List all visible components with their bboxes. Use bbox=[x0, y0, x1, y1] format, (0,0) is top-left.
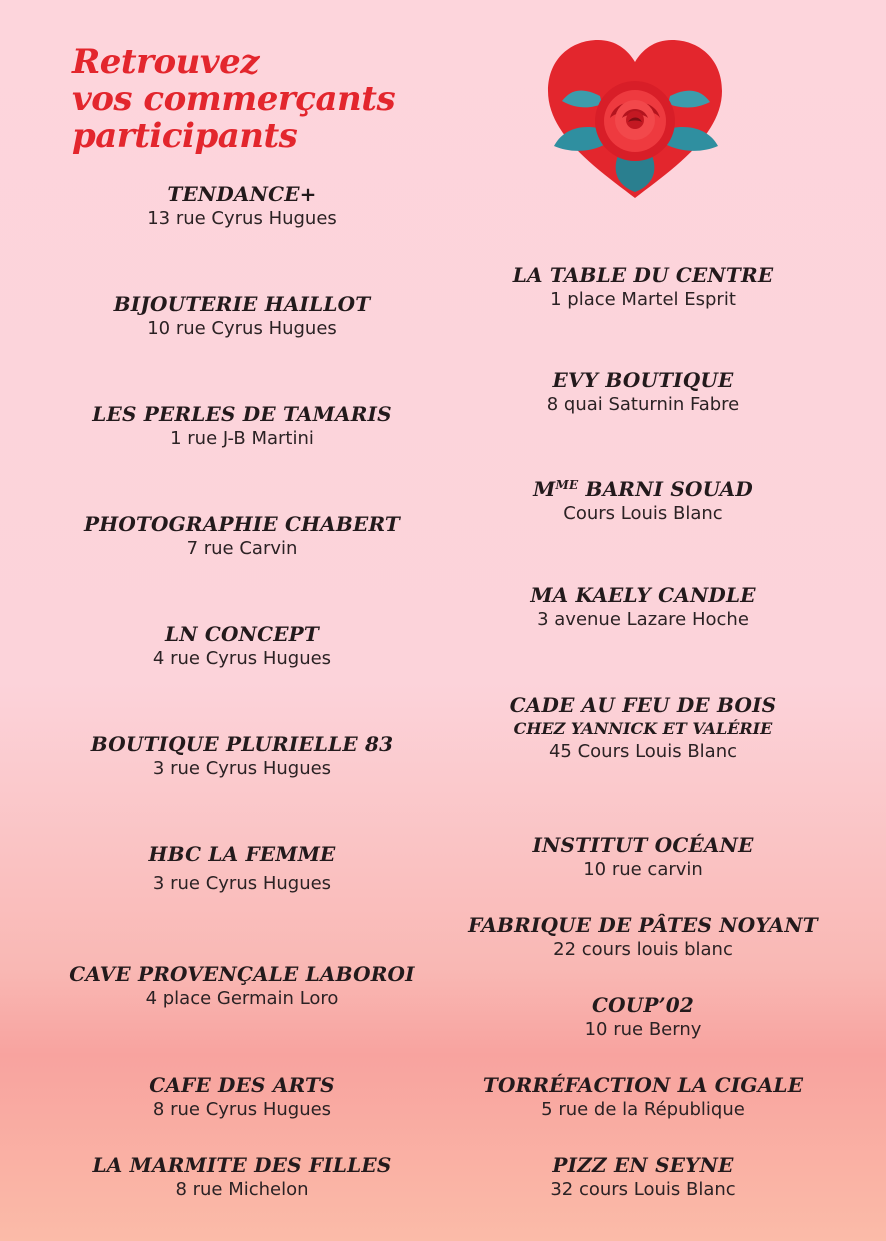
shop-name: PIZZ EN SEYNE bbox=[552, 1153, 734, 1177]
title-line-2: vos commerçants bbox=[72, 79, 396, 119]
shop-entry bbox=[42, 961, 442, 1011]
title-line-3: participants bbox=[72, 116, 298, 156]
heart-rose-icon bbox=[540, 36, 730, 204]
shop-entry bbox=[443, 992, 843, 1042]
shop-name: CAVE PROVENÇALE LABOROI bbox=[69, 962, 415, 986]
shop-address: Cours Louis Blanc bbox=[563, 503, 723, 524]
shop-address: 8 quai Saturnin Fabre bbox=[546, 394, 740, 415]
shop-address: 4 place Germain Loro bbox=[145, 988, 339, 1009]
shop-entry bbox=[443, 1152, 843, 1202]
page-title bbox=[72, 44, 395, 155]
title-line-1: Retrouvez bbox=[72, 42, 260, 82]
shop-name: PHOTOGRAPHIE CHABERT bbox=[83, 512, 400, 536]
shop-entry bbox=[443, 1072, 843, 1122]
shop-entry bbox=[42, 621, 442, 671]
shop-address: 10 rue carvin bbox=[583, 859, 703, 880]
shop-name: MA KAELY CANDLE bbox=[530, 583, 756, 607]
shop-address: 8 rue Cyrus Hugues bbox=[152, 1099, 332, 1120]
shop-name bbox=[443, 472, 843, 502]
shop-address: 10 rue Berny bbox=[584, 1019, 702, 1040]
shop-entry bbox=[42, 841, 442, 896]
shop-address: 8 rue Michelon bbox=[175, 1179, 309, 1200]
shop-entry bbox=[443, 912, 843, 962]
shop-name: CAFE DES ARTS bbox=[149, 1073, 335, 1097]
shop-name: LN CONCEPT bbox=[164, 622, 319, 646]
shop-entry bbox=[443, 367, 843, 417]
shop-name: LA MARMITE DES FILLES bbox=[92, 1153, 392, 1177]
shop-entry bbox=[42, 1152, 442, 1202]
shop-entry bbox=[42, 1072, 442, 1122]
shop-entry bbox=[443, 262, 843, 312]
shop-address: 10 rue Cyrus Hugues bbox=[147, 318, 337, 339]
shop-address: 3 rue Cyrus Hugues bbox=[152, 873, 332, 894]
shop-address: 4 rue Cyrus Hugues bbox=[152, 648, 332, 669]
shop-name: INSTITUT OCÉANE bbox=[532, 833, 754, 857]
shop-subtitle: CHEZ YANNICK ET VALÉRIE bbox=[513, 719, 773, 738]
shop-entry bbox=[42, 511, 442, 561]
shop-address: 22 cours louis blanc bbox=[553, 939, 733, 960]
shop-address: 13 rue Cyrus Hugues bbox=[147, 208, 337, 229]
shop-address: 32 cours Louis Blanc bbox=[550, 1179, 736, 1200]
shop-entry bbox=[42, 181, 442, 231]
shop-name: TORRÉFACTION LA CIGALE bbox=[482, 1073, 804, 1097]
shop-address: 3 rue Cyrus Hugues bbox=[152, 758, 332, 779]
shop-entry bbox=[42, 291, 442, 341]
shop-name-prefix: M bbox=[533, 477, 556, 501]
shop-entry bbox=[42, 401, 442, 451]
shop-name: TENDANCE+ bbox=[167, 182, 317, 206]
shop-address: 1 rue J-B Martini bbox=[170, 428, 314, 449]
shop-address: 45 Cours Louis Blanc bbox=[548, 741, 738, 762]
shop-entry bbox=[443, 692, 843, 764]
shop-name: BOUTIQUE PLURIELLE 83 bbox=[90, 732, 394, 756]
shop-name: COUP’02 bbox=[591, 993, 694, 1017]
shop-name: FABRIQUE DE PÂTES NOYANT bbox=[468, 913, 818, 937]
shop-entry bbox=[443, 472, 843, 526]
shop-name: BIJOUTERIE HAILLOT bbox=[113, 292, 371, 316]
shop-address: 5 rue de la République bbox=[541, 1099, 745, 1120]
shop-address: 3 avenue Lazare Hoche bbox=[537, 609, 749, 630]
shop-entry bbox=[443, 832, 843, 882]
shop-name: LA TABLE DU CENTRE bbox=[512, 263, 774, 287]
shop-name: LES PERLES DE TAMARIS bbox=[92, 402, 392, 426]
shop-name: HBC LA FEMME bbox=[148, 842, 336, 866]
shop-name-superscript: ME bbox=[555, 478, 579, 492]
shop-name: CADE AU FEU DE BOIS bbox=[509, 693, 777, 717]
shop-entry bbox=[42, 731, 442, 781]
shop-name-rest: BARNI SOUAD bbox=[578, 477, 753, 501]
shop-entry bbox=[443, 582, 843, 632]
shop-address: 1 place Martel Esprit bbox=[550, 289, 736, 310]
shop-address: 7 rue Carvin bbox=[186, 538, 298, 559]
shop-name: EVY BOUTIQUE bbox=[552, 368, 734, 392]
